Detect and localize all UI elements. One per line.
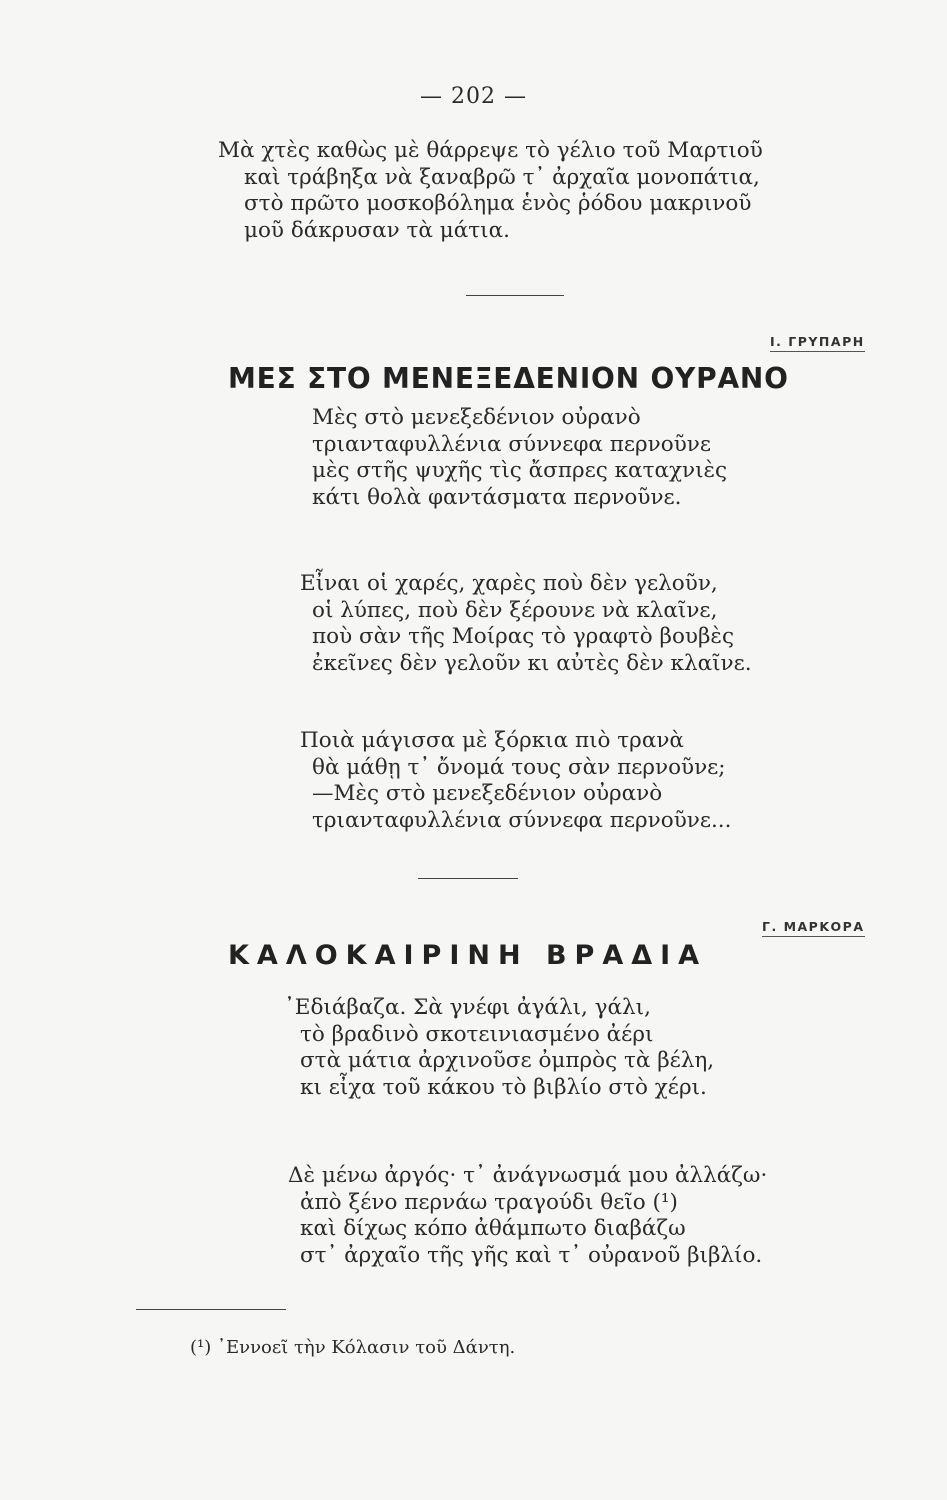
separator-rule	[466, 295, 564, 296]
verse-line: τριανταφυλλένια σύννεφα περνοῦνε...	[312, 807, 732, 833]
verse-line: Ποιὰ μάγισσα μὲ ξόρκια πιὸ τρανὰ	[300, 728, 684, 753]
verse-line: οἱ λύπες, ποὺ δὲν ξέρουνε νὰ κλαῖνε,	[312, 597, 718, 623]
poem-title: ΜΕΣ ΣΤΟ ΜΕΝΕΞΕΔΕΝΙΟΝ ΟΥΡΑΝΟ	[228, 362, 789, 395]
verse-line: τὸ βραδινὸ σκοτεινιασμένο ἀέρι	[300, 1021, 654, 1047]
intro-stanza	[218, 138, 763, 244]
verse-line: ποὺ σὰν τῆς Μοίρας τὸ γραφτὸ βουβὲς	[312, 624, 735, 649]
poem-stanza	[300, 571, 752, 677]
verse-line: θὰ μάθῃ τ᾽ ὄνομά τους σὰν περνοῦνε;	[312, 754, 726, 780]
verse-line: κάτι θολὰ φαντάσματα περνοῦνε.	[312, 484, 682, 510]
verse-line: μὲς στῆς ψυχῆς τὶς ἄσπρες καταχνιὲς	[312, 458, 728, 483]
verse-line: Μὰ χτὲς καθὼς μὲ θάρρεψε τὸ γέλιο τοῦ Μαρτιοῦ	[218, 138, 763, 163]
verse-line: καὶ δίχως κόπο ἀθάμπωτο διαβάζω	[300, 1216, 686, 1241]
verse-line: ᾽Εδιάβαζα. Σὰ γνέφι ἀγάλι, γάλι,	[284, 995, 651, 1020]
verse-line: στὰ μάτια ἀρχινοῦσε ὀμπρὸς τὰ βέλη,	[300, 1048, 715, 1073]
author-name: Γ. ΜΑΡΚΟΡΑ	[762, 919, 865, 937]
poem-stanza	[288, 1163, 767, 1269]
verse-line: —Μὲς στὸ μενεξεδένιον οὐρανὸ	[312, 781, 663, 806]
verse-line: Εἶναι οἱ χαρές, χαρὲς ποὺ δὲν γελοῦν,	[300, 571, 718, 596]
poem-stanza	[300, 728, 731, 834]
footnote-rule	[136, 1309, 286, 1310]
verse-line: μοῦ δάκρυσαν τὰ μάτια.	[244, 217, 510, 243]
footnote: (¹) ᾽Εννοεῖ τὴν Κόλασιν τοῦ Δάντη.	[190, 1337, 516, 1358]
verse-line: ἐκεῖνες δὲν γελοῦν κι αὐτὲς δὲν κλαῖνε.	[312, 650, 752, 676]
page-number: — 202 —	[420, 84, 527, 109]
verse-line: Μὲς στὸ μενεξεδένιον οὐρανὸ	[312, 405, 641, 430]
poem-title: ΚΑΛΟΚΑΙΡΙΝΗ ΒΡΑΔΙΑ	[228, 940, 708, 971]
verse-line: τριανταφυλλένια σύννεφα περνοῦνε	[312, 431, 711, 457]
verse-line: στ᾽ ἀρχαῖο τῆς γῆς καὶ τ᾽ οὐρανοῦ βιβλίο.	[300, 1242, 763, 1268]
poem-stanza	[312, 405, 727, 511]
verse-line: κι εἶχα τοῦ κάκου τὸ βιβλίο στὸ χέρι.	[300, 1074, 707, 1100]
verse-line: Δὲ μένω ἀργός· τ᾽ ἀνάγνωσμά μου ἀλλάζω·	[288, 1163, 768, 1188]
verse-line: στὸ πρῶτο μοσκοβόλημα ἑνὸς ῥόδου μακρινοῦ	[244, 191, 752, 216]
verse-line: καὶ τράβηξα νὰ ξαναβρῶ τ᾽ ἀρχαῖα μονοπάτια,	[244, 164, 760, 190]
author-name: Ι. ΓΡΥΠΑΡΗ	[770, 334, 865, 352]
poem-stanza	[284, 995, 714, 1101]
separator-rule	[418, 878, 518, 879]
verse-line: ἀπὸ ξένο περνάω τραγούδι θεῖο (¹)	[300, 1189, 678, 1215]
